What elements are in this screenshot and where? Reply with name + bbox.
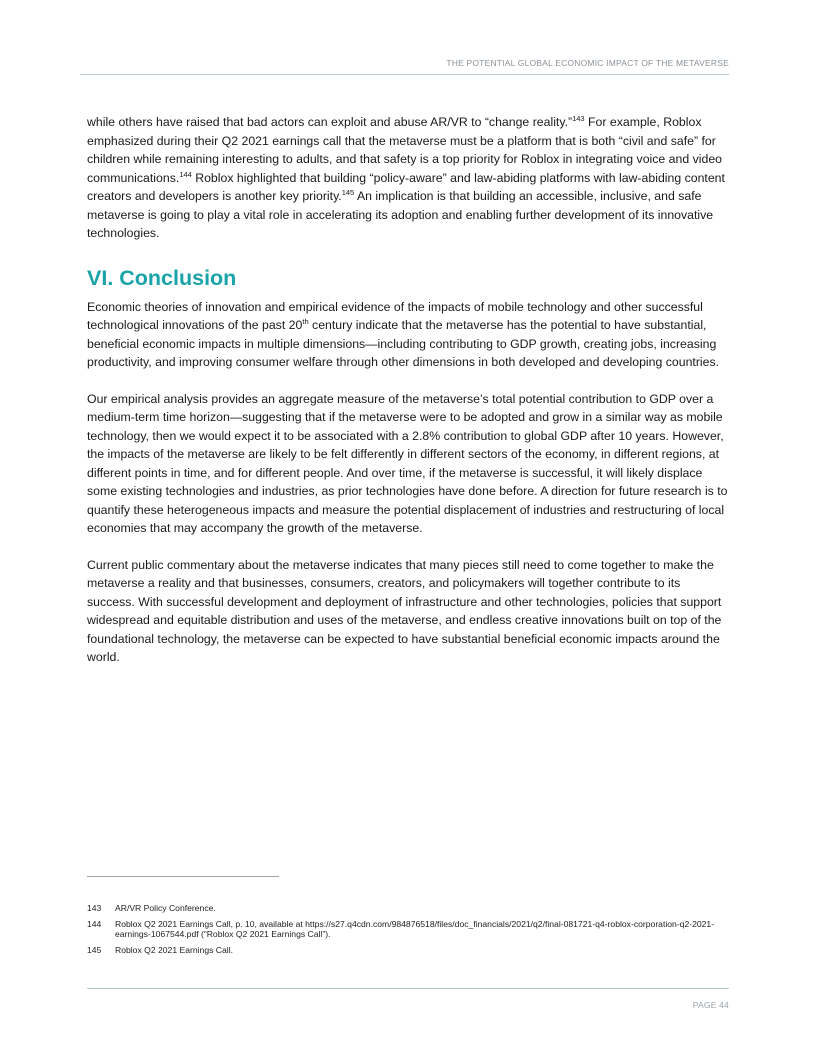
intro-text-3: Roblox highlighted that building “policy-aware” and law-abiding platforms with law-abiding content creators and developers is another key priority. bbox=[87, 170, 725, 203]
intro-text-1: while others have raised that bad actors can exploit and abuse AR/VR to “change reality.” bbox=[87, 115, 573, 129]
intro-text-4: An implication is that building an accessible, inclusive, and safe metaverse is going to play a vital role in accelerating its adoption and enabling further development of its innovative technologies. bbox=[87, 189, 714, 240]
footnote-ref-145[interactable]: 145 bbox=[341, 188, 355, 197]
footnote-number: 143 bbox=[87, 903, 102, 913]
footnote-text[interactable]: Roblox Q2 2021 Earnings Call, p. 10, available at https://s27.q4cdn.com/984876518/files/doc_financials/2021/q2/final-081721-q4-roblox-corporation-q2-2021-earnings-1067544.pdf (“Roblox Q2 2021 Earnings Call”). bbox=[115, 918, 715, 939]
footnote-144 bbox=[87, 919, 730, 940]
intro-text-2: For example, Roblox emphasized during their Q2 2021 earnings call that the metaverse must be a platform that is both “civil and safe” for children while remaining interesting to adults, and that safety is a top priority for Roblox in integrating voice and video communications. bbox=[87, 115, 723, 185]
conclusion-p1-text-2: century indicate that the metaverse has the potential to have substantial, beneficial economic impacts in multiple dimensions—including contributing to GDP growth, creating jobs, increasing productivity, and improving consumer welfare through other dimensions in both developed and developing countries. bbox=[87, 318, 720, 369]
conclusion-paragraph-1 bbox=[87, 298, 730, 372]
footnote-divider bbox=[87, 876, 279, 877]
running-header: THE POTENTIAL GLOBAL ECONOMIC IMPACT OF THE METAVERSE bbox=[446, 58, 729, 68]
footnote-number: 144 bbox=[87, 918, 102, 929]
conclusion-paragraph-3: Current public commentary about the metaverse indicates that many pieces still need to come together to make the metaverse a reality and that businesses, consumers, creators, and policymakers will together contribute to its success. With successful development and deployment of infrastructure and other technologies, policies that support widespread and equitable distribution and uses of the metaverse, and endless creative innovations built on top of the foundational technology, the metaverse can be expected to have substantial beneficial economic impacts around the world. bbox=[87, 557, 722, 664]
page-content bbox=[87, 113, 730, 685]
page-number: PAGE 44 bbox=[692, 1000, 729, 1010]
footnotes bbox=[87, 903, 730, 960]
footnote-143 bbox=[87, 903, 730, 914]
conclusion-p1-text-1: Economic theories of innovation and empirical evidence of the impacts of mobile technology and other successful technological innovations of the past 20 bbox=[87, 299, 703, 332]
footnote-text: AR/VR Policy Conference. bbox=[115, 903, 216, 913]
intro-paragraph bbox=[87, 113, 730, 243]
section-heading: VI. Conclusion bbox=[87, 265, 237, 290]
ordinal-superscript: th bbox=[302, 317, 309, 326]
footnote-145 bbox=[87, 945, 730, 956]
conclusion-paragraph-2: Our empirical analysis provides an aggregate measure of the metaverse’s total potential contribution to GDP over a medium-term time horizon—suggesting that if the metaverse were to be adopted and grow in a similar way as mobile technology, then we would expect it to be associated with a 2.8% contribution to global GDP after 10 years. However, the impacts of the metaverse are likely to be felt differently in different sectors of the economy, in different regions, at different points in time, and for different people. And over time, if the metaverse is successful, it will likely displace some existing technologies and industries, as prior technologies have done before. A direction for future research is to quantify these heterogeneous impacts and measure the potential displacement of industries and restructuring of local economies that may accompany the growth of the metaverse. bbox=[87, 391, 728, 535]
footnote-ref-144[interactable]: 144 bbox=[179, 169, 192, 179]
header-divider bbox=[80, 74, 729, 75]
footnote-number: 145 bbox=[87, 944, 102, 955]
footnote-ref-143[interactable]: 143 bbox=[572, 114, 585, 123]
footnote-text: Roblox Q2 2021 Earnings Call. bbox=[115, 944, 233, 955]
footer-divider bbox=[87, 988, 729, 989]
